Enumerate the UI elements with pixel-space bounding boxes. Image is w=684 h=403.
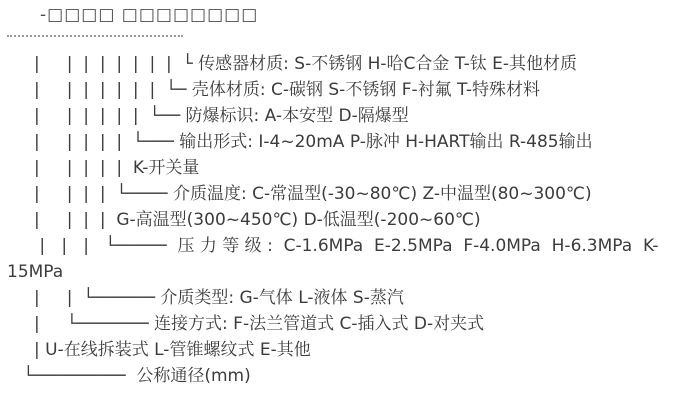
tree-row-shell-material: | | | | | | | └─ 壳体材质: C-碳钢 S-不锈钢 F-衬氟 T-特殊材料 bbox=[7, 80, 540, 100]
tree-row-pressure-cont: 15MPa bbox=[7, 262, 64, 282]
dotted-divider bbox=[7, 35, 183, 37]
page-title: -□□□□ □□□□□□□□ bbox=[40, 5, 259, 25]
tree-row-nominal-diameter: └───────── 公称通径(mm) bbox=[7, 366, 251, 386]
model-code-tree bbox=[7, 51, 684, 389]
tree-row-pressure-rating: | | | └───── 压 力 等 级 : C-1.6MPa E-2.5MPa F-4.0MPa H-6.3MPa K- bbox=[7, 236, 659, 256]
tree-row-switch-output: | | | | | K-开关量 bbox=[7, 158, 200, 178]
tree-row-explosion-proof: | | | | | | └── 防爆标识: A-本安型 D-隔爆型 bbox=[7, 106, 409, 126]
tree-row-medium-type: | | └────── 介质类型: G-气体 L-液体 S-蒸汽 bbox=[7, 288, 404, 308]
tree-row-connection-type: | └─────── 连接方式: F-法兰管道式 C-插入式 D-对夹式 bbox=[7, 314, 485, 334]
tree-row-connection-cont: | U-在线拆装式 L-管锥螺纹式 E-其他 bbox=[7, 340, 311, 360]
tree-row-sensor-material: | | | | | | | | └ 传感器材质: S-不锈钢 H-哈C合金 T-钛 E-其他材质 bbox=[7, 54, 578, 74]
tree-row-output-form: | | | | | └─── 输出形式: I-4~20mA P-脉冲 H-HART输出 R-485输出 bbox=[7, 132, 593, 152]
tree-row-medium-temp-cont: | | | | G-高温型(300~450℃) D-低温型(-200~60℃) bbox=[7, 210, 481, 230]
tree-row-medium-temp: | | | | └──── 介质温度: C-常温型(-30~80℃) Z-中温型(80~300℃) bbox=[7, 184, 592, 204]
